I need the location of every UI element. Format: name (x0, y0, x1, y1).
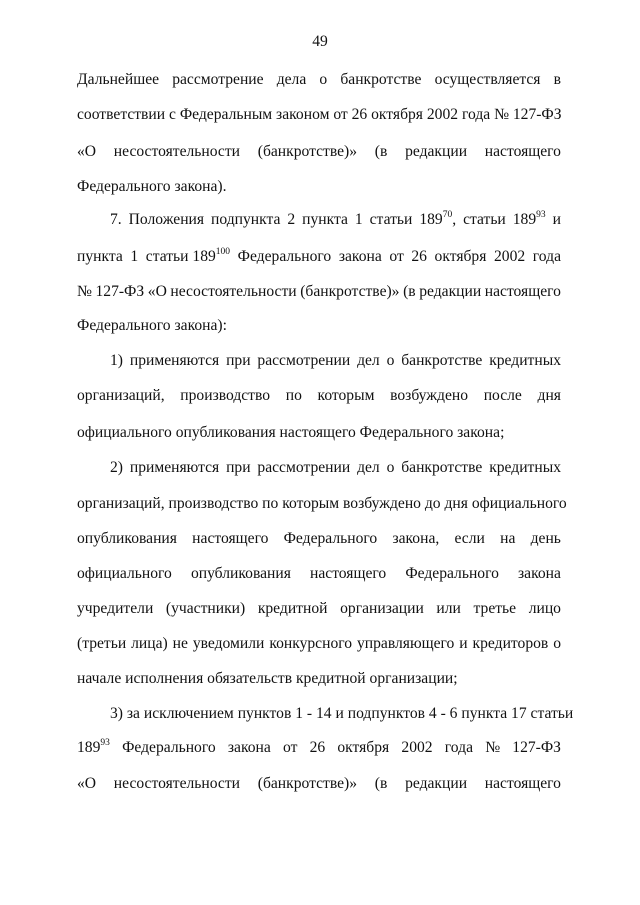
word: 2 (287, 211, 296, 228)
word: 127-ФЗ (512, 739, 561, 756)
word: настоящего (484, 143, 561, 160)
word: 1 (130, 248, 139, 265)
word: официального (77, 565, 172, 582)
word: и (459, 635, 468, 652)
word: дел (357, 352, 380, 369)
word: если (454, 530, 485, 547)
text-line (77, 179, 561, 195)
superscript: 70 (442, 209, 453, 220)
word: производство (180, 387, 271, 404)
text-line (77, 531, 561, 547)
word: учредители (77, 600, 154, 617)
word: 26 (411, 248, 427, 265)
word: о (386, 352, 395, 369)
word: лица) (131, 635, 168, 652)
word: (третьи (77, 635, 127, 652)
word: конкурсного (269, 635, 353, 652)
word: статьи (463, 211, 506, 228)
word: организаций, (77, 387, 165, 404)
word: не (172, 635, 188, 652)
word: редакции (405, 775, 468, 792)
word: «О (77, 143, 97, 160)
word: 127-ФЗ (95, 283, 145, 300)
word: (банкротстве)» (300, 283, 400, 300)
word: редакции (419, 283, 482, 300)
word: подпункта (211, 211, 281, 228)
line-text: Федерального закона). (77, 178, 227, 195)
word: статьи (369, 211, 413, 228)
word: которым (317, 387, 375, 404)
line-text: 3) за исключением пунктов 1 - 14 и подпунктов 4 - 6 пункта 17 статьи (110, 705, 574, 722)
word: (банкротстве)» (257, 775, 358, 792)
word: о (553, 635, 561, 652)
text-line (110, 209, 561, 228)
word: или (436, 600, 461, 617)
text-line (77, 425, 561, 441)
word: несостоятельности (113, 143, 241, 160)
word: закона, (392, 530, 440, 547)
word: 2002 (494, 248, 526, 265)
word: (банкротстве)» (257, 143, 358, 160)
word: года (444, 739, 473, 756)
page-number: 49 (312, 33, 328, 50)
word: дня (537, 387, 561, 404)
word: настоящего (484, 775, 561, 792)
word: (участники) (165, 600, 246, 617)
word: банкротстве (401, 459, 483, 476)
word: возбуждено (390, 387, 469, 404)
word: Положения (128, 211, 205, 228)
word: Федерального (122, 739, 216, 756)
line-text: соответствии с Федеральным законом от 26 октября 2002 года № 127-ФЗ (77, 106, 562, 123)
word: кредитных (489, 352, 561, 369)
line-text: официального опубликования настоящего Федерального закона; (77, 424, 505, 441)
text-line (77, 776, 561, 792)
word: (в (374, 143, 388, 160)
word: от (389, 248, 404, 265)
word: закона (338, 248, 382, 265)
word: Федерального (405, 565, 499, 582)
word: года (532, 248, 561, 265)
word: «О (147, 283, 167, 300)
word: № (77, 283, 92, 300)
word: и (552, 211, 561, 228)
word: рассмотрение (172, 71, 264, 88)
superscript: 100 (215, 246, 231, 257)
text-line (77, 495, 567, 512)
text-line (77, 246, 561, 265)
text-line (77, 737, 561, 756)
word: по (285, 387, 302, 404)
word: настоящего (310, 565, 387, 582)
text-line (77, 671, 561, 687)
word: октября (434, 248, 487, 265)
word: 1 (354, 211, 363, 228)
text-line (77, 144, 561, 160)
article-reference: $189^{93}$ (512, 209, 546, 228)
word: (в (374, 775, 388, 792)
text-line (77, 566, 561, 582)
superscript: 93 (536, 209, 546, 220)
word: осуществляется (434, 71, 541, 88)
word: от (282, 739, 298, 756)
word: опубликования (77, 530, 177, 547)
word: при (226, 352, 251, 369)
word: настоящего (484, 283, 561, 300)
line-text: Федерального закона): (77, 317, 227, 334)
text-line (77, 601, 561, 617)
word: третье (473, 600, 517, 617)
text-line (77, 388, 561, 404)
word: применяются (129, 459, 220, 476)
word: 2002 (401, 739, 433, 756)
word: октября (337, 739, 390, 756)
word: на (500, 530, 516, 547)
word: организации (340, 600, 424, 617)
word: (в (403, 283, 416, 300)
text-line (110, 353, 561, 369)
word: 26 (309, 739, 326, 756)
text-line (77, 636, 561, 652)
word: закона (227, 739, 271, 756)
word: 1) (110, 352, 123, 369)
word: день (530, 530, 561, 547)
word: опубликования (190, 565, 291, 582)
word: применяются (129, 352, 220, 369)
word: пункта (77, 248, 123, 265)
word: несостоятельности (113, 775, 241, 792)
word: лицо (528, 600, 561, 617)
line-text: начале исполнения обязательств кредитной организации; (77, 670, 458, 687)
word: банкротстве (340, 71, 422, 88)
word: в (553, 71, 561, 88)
word: уведомили (192, 635, 265, 652)
word: № (485, 739, 501, 756)
word: 7. (110, 211, 122, 228)
word: 2) (110, 459, 123, 476)
text-line (77, 318, 561, 334)
text-line (77, 284, 561, 300)
word: настоящего (192, 530, 269, 547)
word: несостоятельности (170, 283, 297, 300)
word: управляющего (356, 635, 455, 652)
word: кредитных (489, 459, 561, 476)
word: при (226, 459, 251, 476)
word: Федерального (283, 530, 378, 547)
word: Федерального (237, 248, 332, 265)
article-reference: $189^{70}$, (419, 209, 457, 228)
word: о (386, 459, 395, 476)
word: банкротстве (401, 352, 483, 369)
line-text: организаций, производство по которым возбуждено до дня официального (77, 495, 567, 512)
text-line (110, 705, 574, 722)
superscript: 93 (100, 737, 110, 748)
word: рассмотрении (257, 459, 351, 476)
text-line (77, 72, 561, 88)
word: пункта (302, 211, 348, 228)
text-line (77, 107, 561, 123)
article-reference: $189^{93}$ (77, 737, 110, 756)
word: редакции (405, 143, 468, 160)
word: о (319, 71, 328, 88)
article-reference: статьи $189^{100}$ (145, 246, 231, 265)
word: Дальнейшее (77, 71, 160, 88)
text-line (110, 460, 561, 476)
word: рассмотрении (257, 352, 351, 369)
word: «О (77, 775, 97, 792)
word: дела (276, 71, 307, 88)
word: закона (518, 565, 561, 582)
word: после (483, 387, 522, 404)
word: дел (357, 459, 380, 476)
word: кредитной (257, 600, 328, 617)
word: кредиторов (472, 635, 549, 652)
